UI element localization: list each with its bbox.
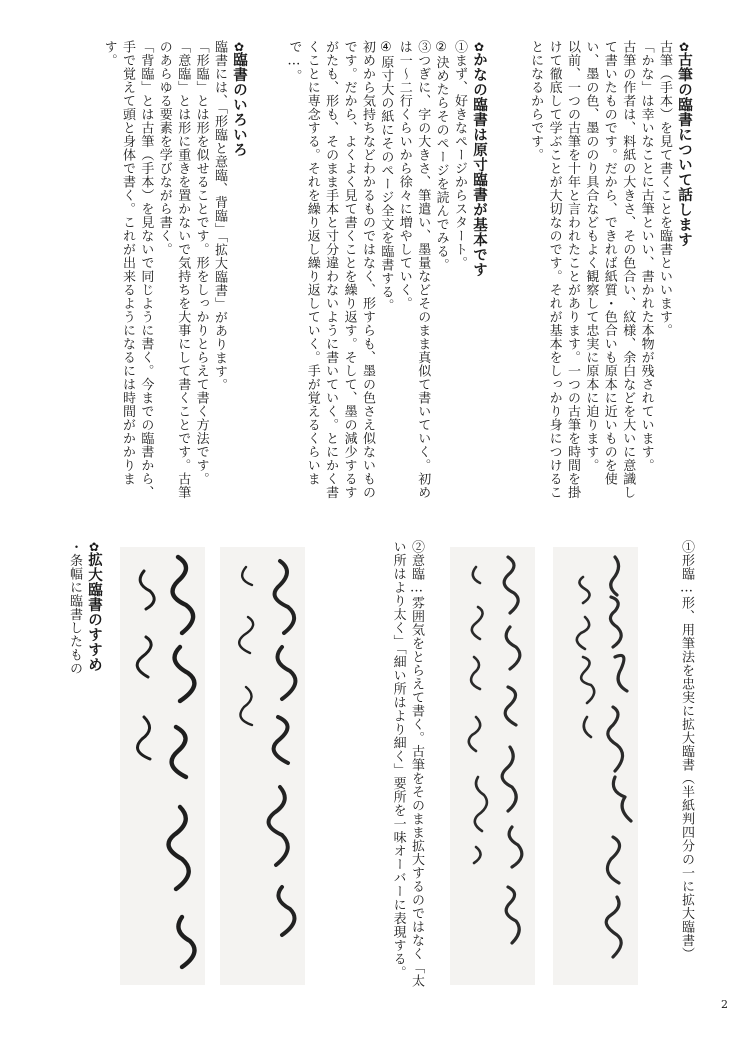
calligraphy-sample-keirin-1 (553, 547, 638, 985)
heading-iroiro (229, 40, 250, 510)
caption-irin: ②意臨…雰囲気をとらえて書く。古筆をそのまま拡大するのではなく「太い所はより太く」「細い所はより細く」要所を一味オーバーに表現する。 (390, 540, 424, 988)
heading-kana-text: かなの臨書は原寸臨書が基本です (471, 52, 487, 277)
calligraphy-sample-irin-1 (220, 547, 305, 985)
caption-keirin: ①形臨…形、用筆法を忠実に拡大臨書（半紙判四分の一に拡大臨書） (679, 540, 694, 961)
body-kakudai: ・条幅に臨書したもの (67, 540, 82, 675)
heading-kakudai-text: 拡大臨書のすすめ (86, 552, 102, 672)
heading-kana (469, 40, 490, 510)
heading-koshitsu-text: 古筆の臨書について話します (676, 52, 692, 247)
brush-strokes-icon (220, 547, 305, 985)
calligraphy-sample-irin-2 (120, 547, 205, 985)
brush-strokes-icon (450, 547, 535, 985)
heading-iroiro-text: 臨書のいろいろ (231, 52, 247, 157)
flower-mark-icon: ✿ (232, 40, 246, 55)
body-kana: ①まず、好きなページからスタート。 ②決めたらそのページを読んでみる。 ③つぎに、字の大きさ、筆遣い、墨量などそのまま真似て書いていく。初めは一～二行くらいから徐々に増やしていく。 ④原寸大の紙にそのページ全文を臨書する。 初めから気持ちなどわかるものではなく、形すらも、墨の色さえ似ないものです。だから、よくよく見て書くことを繰り返す。そして、墨の減少するすがたも、形も、そのまま手本と寸分違わないように書いていく。とにかく書くことに専念する。それを繰り返し繰り返していく。手が覚えるくらいまで…。 (286, 40, 467, 499)
flower-mark-icon: ✿ (87, 540, 101, 555)
calligraphy-sample-keirin-2 (450, 547, 535, 985)
brush-strokes-icon (553, 547, 638, 985)
body-iroiro: 臨書には、「形臨と意臨、背臨」「拡大臨書」があります。 「形臨」とは形を似せることです。形をしっかりとらえて書く方法です。 「意臨」とは形に重きを置かないで気持ちを大事にして書くことです。古筆のあらゆる要素を学びながら書く。 「背臨」とは古筆（手本）を見ないで同じように書く。今までの臨書から、手で覚えて頭と身体で書く。これが出来るようになるには時間がかかります。 (101, 40, 227, 499)
flower-mark-icon: ✿ (472, 40, 486, 55)
body-koshitsu: 古筆（手本）を見て書くことを臨書といいます。 「かな」は幸いなことに古筆といい、書かれた本物が残されています。 古筆の作者は、料紙の大きさ、その色合い、紋様、余白などを大いに意識して書いたものです。だから、できれば紙質・色合いも原本に近いものを使い、墨の色、墨ののり具合などもよく観察して忠実に原本に迫ります。 以前、一つの古筆を十年と言われたことがあります。一つの古筆を時間を掛けて徹底して学ぶことが大切なのです。それが基本をしっかり身につけることになるからです。 (528, 40, 672, 499)
heading-kakudai (84, 540, 105, 740)
heading-koshitsu (674, 40, 695, 510)
flower-mark-icon: ✿ (677, 40, 691, 55)
brush-strokes-icon (120, 547, 205, 985)
page-number: 2 (721, 998, 728, 1011)
